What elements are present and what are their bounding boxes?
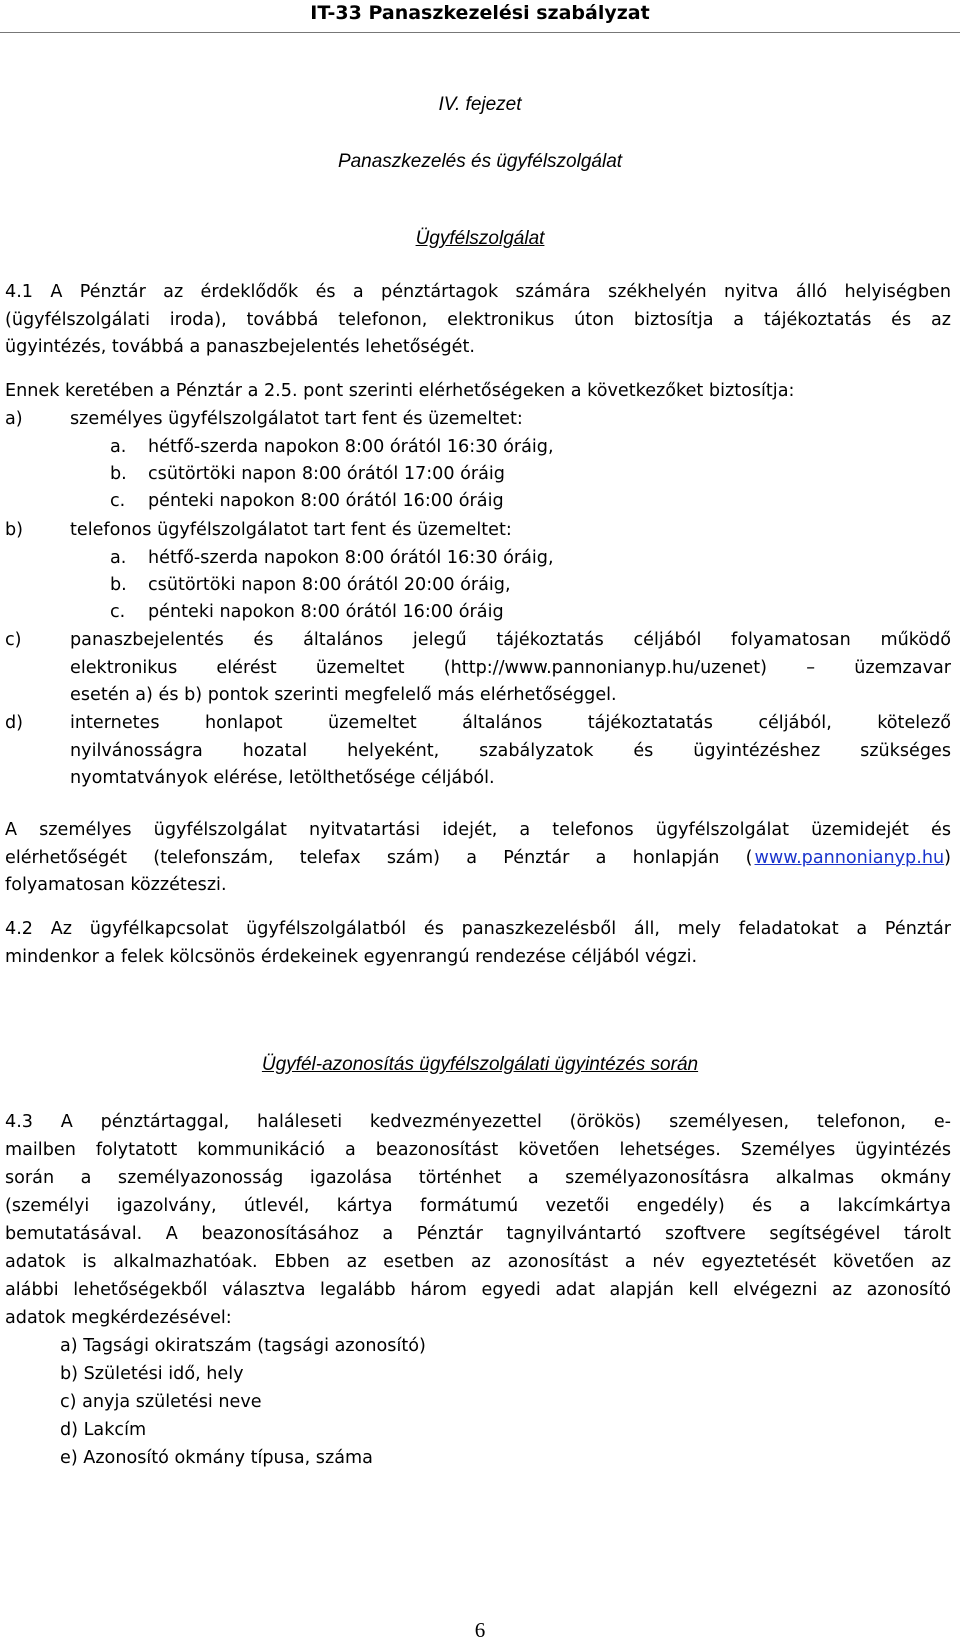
section-title-text: Ügyfélszolgálat bbox=[415, 228, 545, 249]
identifier-item: b) Születési idő, hely bbox=[60, 1364, 244, 1384]
personal-service-line-2-text: elérhetőségét (telefonszám, telefax szám) a Pénztár a honlapján ( bbox=[5, 848, 753, 868]
identifier-item: e) Azonosító okmány típusa, száma bbox=[60, 1448, 373, 1468]
list-item-d-line-2: nyilvánosságra hozatal helyeként, szabályzatok és ügyintézéshez szükséges bbox=[70, 741, 951, 761]
section-title-customer-service bbox=[0, 228, 960, 250]
page-number: 6 bbox=[474, 1618, 486, 1642]
paragraph-4-3-line: adatok is alkalmazhatóak. Ebben az esetben az azonosítást a név egyeztetését követően az bbox=[5, 1252, 951, 1272]
document-header bbox=[0, 0, 960, 33]
identifier-item: d) Lakcím bbox=[60, 1420, 147, 1440]
paragraph-4-3-last-line: adatok megkérdezésével: bbox=[5, 1308, 232, 1328]
sub-item-text: csütörtöki napon 8:00 órától 20:00 óráig, bbox=[148, 575, 511, 595]
paragraph-4-1-line-1: 4.1 A Pénztár az érdeklődők és a pénztártagok számára székhelyén nyitva álló helyiségben bbox=[5, 282, 951, 302]
paragraph-4-3-line: (személyi igazolvány, útlevél, kártya formátumú vezetői engedély) és a lakcímkártya bbox=[5, 1196, 951, 1216]
sub-marker: a. bbox=[110, 548, 127, 568]
list-item-a-text: személyes ügyfélszolgálatot tart fent és üzemeltet: bbox=[70, 409, 523, 429]
list-item-c-line-1: panaszbejelentés és általános jelegű tájékoztatás céljából folyamatosan működő bbox=[70, 630, 951, 650]
paragraph-4-3-line: bemutatásával. A beazonosításához a Pénztár tagnyilvántartó szoftvere segítségével tárolt bbox=[5, 1224, 951, 1244]
paragraph-4-3-line: mailben folytatott kommunikáció a beazonosítást követően lehetséges. Személyes ügyintézés bbox=[5, 1140, 951, 1160]
section-title-text: Ügyfél-azonosítás ügyfélszolgálati ügyintézés során bbox=[261, 1054, 699, 1075]
identifier-item: a) Tagsági okiratszám (tagsági azonosító) bbox=[60, 1336, 426, 1356]
personal-service-line-2 bbox=[5, 845, 951, 872]
sub-marker: b. bbox=[110, 464, 127, 484]
list-item-d-line-1: internetes honlapot üzemeltet általános tájékoztatatás céljából, kötelező bbox=[70, 713, 951, 733]
list-item-c-line-2: elektronikus elérést üzemeltet (http://www.pannonianyp.hu/uzenet) – üzemzavar bbox=[70, 658, 951, 678]
list-marker-b: b) bbox=[5, 520, 24, 540]
paragraph-4-2-line-1: 4.2 Az ügyfélkapcsolat ügyfélszolgálatból és panaszkezelésből áll, mely feladatokat a Pénztár bbox=[5, 919, 951, 939]
header-title: IT-33 Panaszkezelési szabályzat bbox=[310, 2, 650, 24]
identifier-item: c) anyja születési neve bbox=[60, 1392, 262, 1412]
sub-marker: a. bbox=[110, 437, 127, 457]
services-intro: Ennek keretében a Pénztár a 2.5. pont szerinti elérhetőségeken a következőket biztosítja: bbox=[5, 381, 795, 401]
paragraph-4-1-line-2: (ügyfélszolgálati iroda), továbbá telefonon, elektronikus úton biztosítja a tájékoztatás és az bbox=[5, 310, 951, 330]
paragraph-4-2-line-2: mindenkor a felek kölcsönös érdekeinek egyenrangú rendezése céljából végzi. bbox=[5, 947, 698, 967]
paragraph-4-3-line: során a személyazonosság igazolása történhet a személyazonosításra alkalmas okmány bbox=[5, 1168, 951, 1188]
personal-service-line-3: folyamatosan közzéteszi. bbox=[5, 875, 227, 895]
paragraph-4-3-line: alábbi lehetőségekből választva legalább három egyedi adat alapján kell elvégezni az azonosító bbox=[5, 1280, 951, 1300]
closing-paren: ) bbox=[944, 848, 951, 868]
list-marker-d: d) bbox=[5, 713, 24, 733]
sub-item-text: pénteki napokon 8:00 órától 16:00 óráig bbox=[148, 491, 504, 511]
sub-item-text: pénteki napokon 8:00 órától 16:00 óráig bbox=[148, 602, 504, 622]
list-item-d-line-3: nyomtatványok elérése, letölthetősége céljából. bbox=[70, 768, 495, 788]
sub-marker: b. bbox=[110, 575, 127, 595]
chapter-title: Panaszkezelés és ügyfélszolgálat bbox=[337, 151, 623, 172]
sub-marker: c. bbox=[110, 491, 126, 511]
list-item-b-text: telefonos ügyfélszolgálatot tart fent és üzemeltet: bbox=[70, 520, 512, 540]
paragraph-4-1-line-3: ügyintézés, továbbá a panaszbejelentés lehetőségét. bbox=[5, 337, 475, 357]
homepage-link[interactable]: www.pannonianyp.hu bbox=[754, 848, 945, 868]
list-marker-c: c) bbox=[5, 630, 22, 650]
sub-marker: c. bbox=[110, 602, 126, 622]
personal-service-line-1: A személyes ügyfélszolgálat nyitvatartási idejét, a telefonos ügyfélszolgálat üzemidejét és bbox=[5, 820, 951, 840]
section-title-identification bbox=[0, 1054, 960, 1076]
paragraph-4-3-line: 4.3 A pénztártaggal, haláleseti kedvezményezettel (örökös) személyesen, telefonon, e- bbox=[5, 1112, 951, 1132]
sub-item-text: csütörtöki napon 8:00 órától 17:00 óráig bbox=[148, 464, 505, 484]
sub-item-text: hétfő-szerda napokon 8:00 órától 16:30 óráig, bbox=[148, 437, 554, 457]
list-item-c-line-3: esetén a) és b) pontok szerinti megfelelő más elérhetőséggel. bbox=[70, 685, 617, 705]
sub-item-text: hétfő-szerda napokon 8:00 órától 16:30 óráig, bbox=[148, 548, 554, 568]
chapter-number: IV. fejezet bbox=[438, 94, 522, 115]
list-marker-a: a) bbox=[5, 409, 23, 429]
